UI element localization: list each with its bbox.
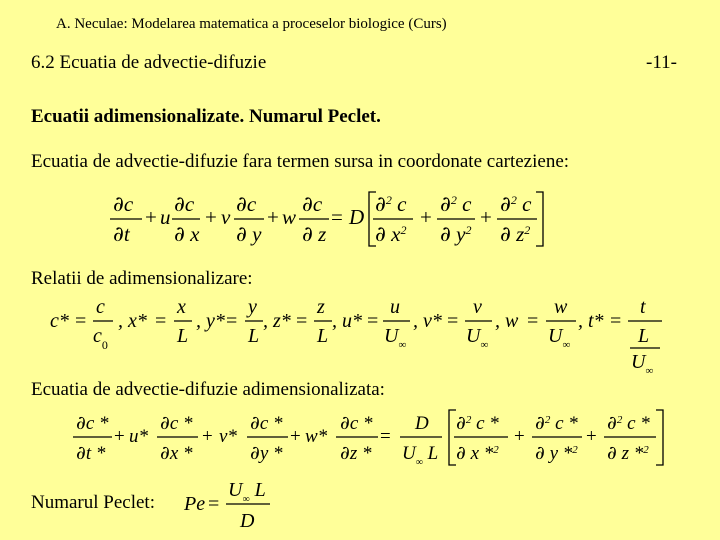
svg-text:z: z (317, 296, 325, 318)
svg-text:, v*: , v* (413, 310, 442, 332)
svg-text:=: = (527, 310, 539, 332)
svg-text:w: w (282, 205, 297, 229)
svg-text:, x*: , x* (118, 310, 147, 332)
svg-text:+: + (202, 426, 213, 447)
svg-text:∂c *: ∂c * (76, 412, 109, 434)
svg-text:, u*: , u* (332, 310, 362, 332)
dimensionless-label: Ecuatia de advectie-difuzie adimensionalizata: (31, 379, 385, 400)
svg-text:v: v (473, 296, 482, 318)
svg-text:∂c: ∂c (236, 192, 257, 216)
svg-text:, w: , w (495, 310, 519, 332)
relations-label: Relatii de adimensionalizare: (31, 268, 253, 289)
svg-text:∂ x2: ∂ $x^2$ (375, 222, 407, 246)
svg-text:∂ y *2: ∂ y *$^2$ (535, 442, 578, 464)
svg-text:y: y (248, 296, 257, 318)
svg-text:L: L (317, 325, 329, 347)
svg-text:U∞: $U_\infty$ (548, 325, 571, 351)
svg-text:∂c *: ∂c * (160, 412, 193, 434)
svg-text:w: w (554, 296, 568, 318)
svg-text:D: D (240, 510, 255, 532)
svg-text:∂2 c *: ∂$^2$ c * (535, 412, 578, 434)
svg-text:=: = (75, 310, 87, 332)
svg-text:+: + (114, 426, 125, 447)
svg-text:∂2 c: ∂$^2$ c (375, 192, 407, 216)
svg-text:L: L (638, 325, 650, 347)
svg-text:+: + (267, 205, 279, 229)
svg-text:+: + (480, 205, 492, 229)
svg-text:c: c (96, 296, 105, 318)
svg-text:c0: $c_0$ (93, 325, 108, 352)
svg-text:+: + (420, 205, 432, 229)
svg-text:∂c *: ∂c * (250, 412, 283, 434)
svg-text:=: = (155, 310, 167, 332)
slide-heading: Ecuatii adimensionalizate. Numarul Peclet. (31, 106, 381, 127)
svg-text:=: = (226, 310, 238, 332)
svg-text:∂x *: ∂x * (160, 442, 193, 464)
svg-text:=: = (447, 310, 459, 332)
svg-text:=: = (208, 493, 220, 515)
svg-text:∂2 c: ∂$^2$ c (500, 192, 532, 216)
svg-text:u: u (390, 296, 400, 318)
svg-text:U∞: $U_\infty$ (631, 351, 654, 377)
svg-text:∂t *: ∂t * (76, 442, 106, 464)
peclet-label: Numarul Peclet: (31, 492, 155, 513)
svg-text:, z*: , z* (263, 310, 291, 332)
svg-text:∂ z2: ∂ $z^2$ (500, 222, 531, 246)
svg-text:∂y *: ∂y * (250, 442, 283, 464)
svg-text:+: + (145, 205, 157, 229)
svg-text:∂ z *2: ∂ z *$^2$ (607, 442, 649, 464)
svg-text:∂c: ∂c (113, 192, 134, 216)
running-title: A. Neculae: Modelarea matematica a proceselor biologice (Curs) (56, 16, 447, 32)
svg-text:L: L (248, 325, 260, 347)
svg-text:D: D (415, 413, 429, 434)
svg-text:∂ y2: ∂ $y^2$ (440, 222, 472, 246)
section-title: 6.2 Ecuatia de advectie-difuzie (31, 52, 267, 73)
svg-text:u: u (160, 205, 171, 229)
svg-text:D: D (349, 205, 365, 229)
svg-text:x: x (177, 296, 186, 318)
svg-text:+: + (290, 426, 301, 447)
svg-text:v*: v* (219, 426, 237, 447)
equation-label: Ecuatia de advectie-difuzie fara termen sursa in coordonate carteziene: (31, 151, 570, 172)
svg-text:∂ z: ∂ z (302, 222, 327, 246)
svg-text:∂ y: ∂ y (236, 222, 262, 246)
svg-text:U∞: $U_\infty$ (384, 325, 407, 351)
svg-text:∂c *: ∂c * (340, 412, 373, 434)
svg-text:L: L (177, 325, 189, 347)
svg-text:∂2 c *: ∂$^2$ c * (607, 412, 650, 434)
svg-text:+: + (205, 205, 217, 229)
svg-text:c*: c* (50, 310, 69, 332)
svg-text:=: = (367, 310, 379, 332)
svg-text:∂c: ∂c (302, 192, 323, 216)
svg-text:, y*: , y* (196, 310, 225, 332)
svg-text:U∞ L: $U_\infty$ L (402, 443, 439, 468)
svg-text:∂t: ∂t (113, 222, 130, 246)
svg-text:, t*: , t* (578, 310, 604, 332)
svg-text:=: = (610, 310, 622, 332)
svg-text:Pe: Pe (184, 493, 206, 515)
svg-text:∂ x *2: ∂ x *$^2$ (456, 442, 499, 464)
svg-text:w*: w* (305, 426, 328, 447)
svg-text:∂2 c: ∂$^2$ c (440, 192, 472, 216)
svg-text:+: + (586, 426, 597, 447)
svg-text:∂z *: ∂z * (340, 442, 372, 464)
svg-text:∂c: ∂c (174, 192, 195, 216)
svg-text:=: = (296, 310, 308, 332)
svg-text:u*: u* (129, 426, 148, 447)
svg-text:U∞: $U_\infty$ (466, 325, 489, 351)
svg-text:U∞ L: $U_\infty$ L (228, 479, 266, 505)
svg-text:=: = (331, 205, 343, 229)
svg-text:=: = (380, 426, 391, 447)
svg-text:v: v (221, 205, 231, 229)
svg-text:∂ x: ∂ x (174, 222, 200, 246)
svg-text:∂2 c *: ∂$^2$ c * (456, 412, 499, 434)
svg-text:+: + (514, 426, 525, 447)
svg-text:t: t (640, 296, 646, 318)
page-number: -11- (646, 52, 677, 73)
